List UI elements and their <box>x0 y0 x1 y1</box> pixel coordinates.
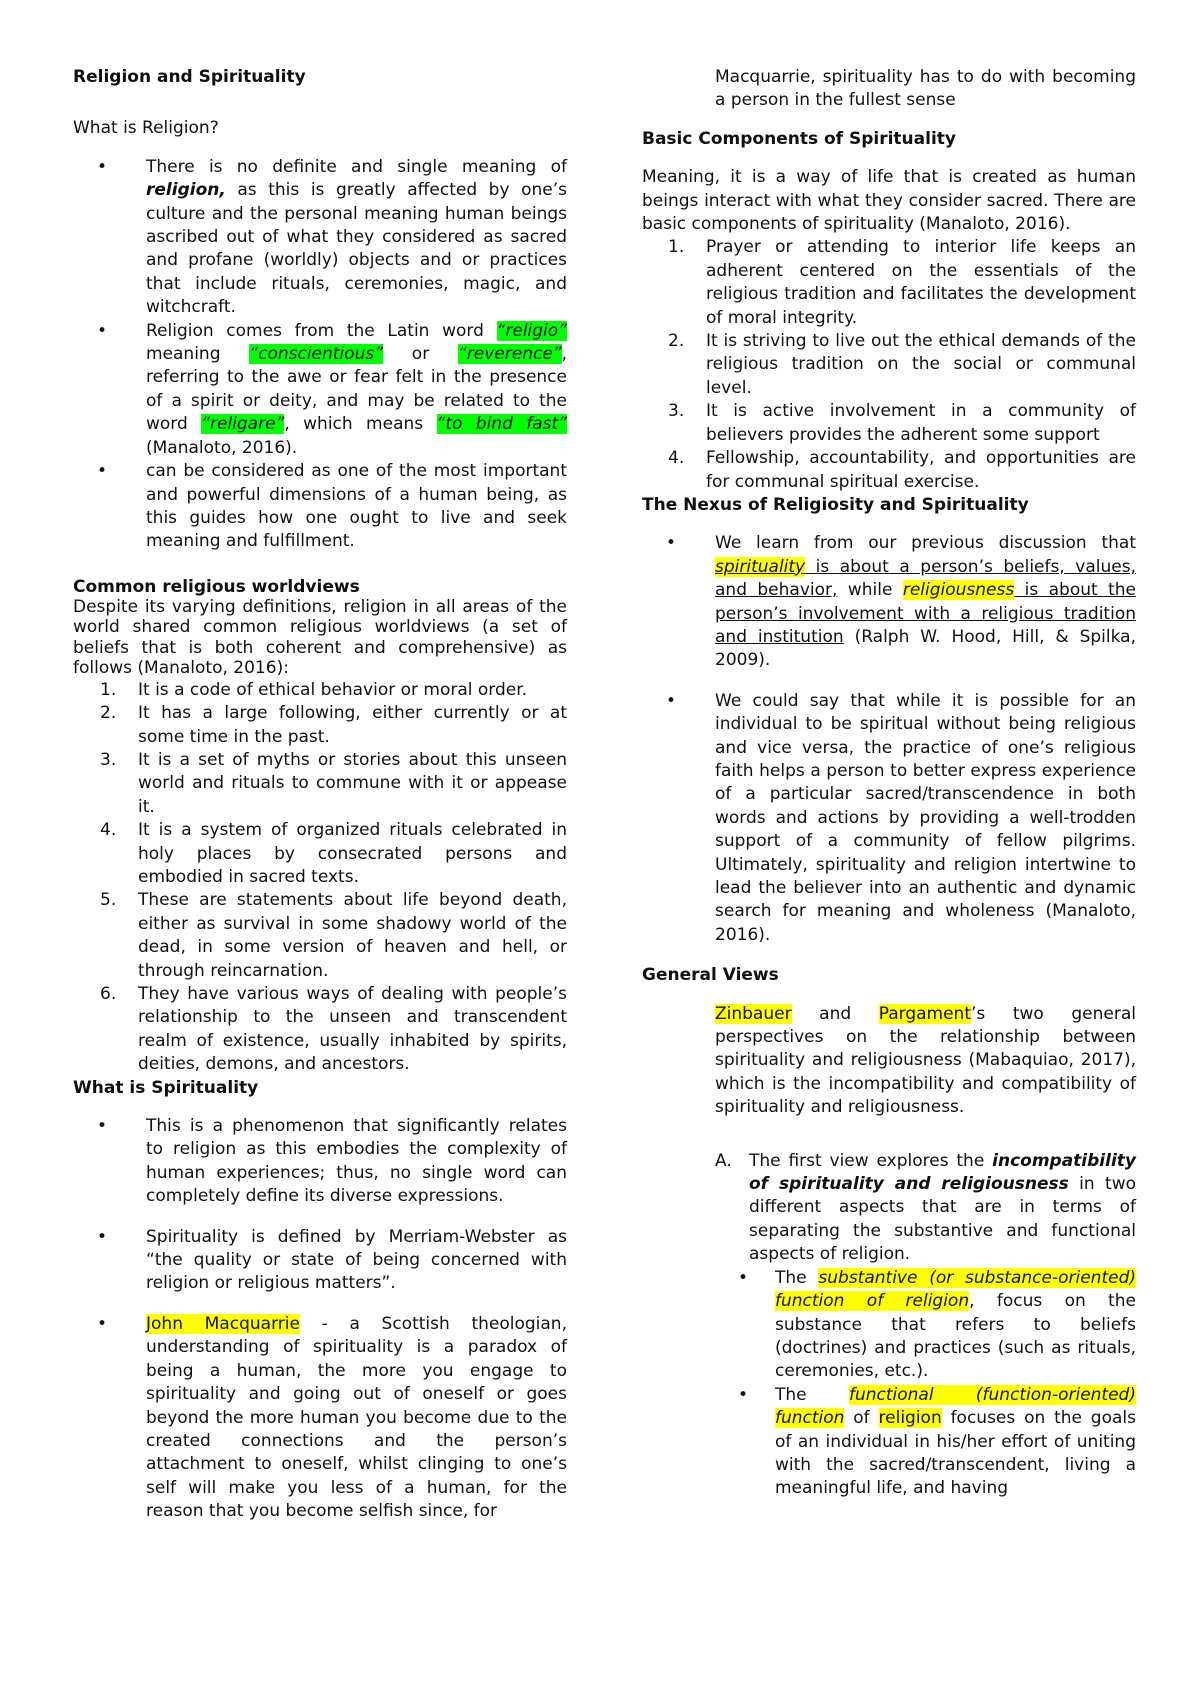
item-text: It has a large following, either currently or at some time in the past. <box>138 703 567 747</box>
item-text: They have various ways of dealing with people’s relationship to the unseen and transcendent realm of existence, usually inhabited by spirits, deities, demons, and ancestors. <box>138 984 567 1075</box>
components-intro: Meaning, it is a way of life that is created as human beings interact with what they consider sacred. There are basic components of spirituality (Manaloto, 2016). <box>642 167 1136 235</box>
worldview-item <box>73 889 567 983</box>
general-views-heading: General Views <box>642 965 779 986</box>
bullet-icon: • <box>97 461 108 482</box>
item-text: It is a code of ethical behavior or moral order. <box>138 679 528 700</box>
what-is-religion-heading: What is Religion? <box>73 118 219 139</box>
item-number: 3. <box>100 749 117 770</box>
worldview-item <box>73 749 567 819</box>
bullet-text: We learn from our previous discussion that <box>715 533 1136 554</box>
spirituality-term: spirituality <box>715 556 806 577</box>
religion-bullet-2 <box>73 320 567 460</box>
bullet-text: We could say that while it is possible for an individual to be spiritual without being religious and vice versa, the practice of one’s religious faith helps a person to better express experience of a particular sacred/transcendence in both words and actions by providing a well-trodden support of a community of fellow pilgrims. Ultimately, spirituality and religion intertwine to lead the believer into an authentic and dynamic search for meaning and wholeness (Manaloto, 2016). <box>715 690 1136 945</box>
document-title: Religion and Spirituality <box>73 67 306 87</box>
bullet-text: - a Scottish theologian, understanding of spirituality is a paradox of being a human, the more you engage to spirituality and going out of oneself or goes beyond the more human you become due to the created connections and the person’s attachment to oneself, whilst clinging to one’s self will make you less of a human, for the reason that you become selfish since, for <box>146 1313 567 1522</box>
functional-bullet <box>642 1384 1136 1501</box>
religio-term: “religio” <box>496 320 567 341</box>
bullet-text: This is a phenomenon that significantly relates to religion as this embodies the complexity of human experiences; thus, no single word can completely define its diverse expressions. <box>146 1116 567 1207</box>
spirituality-heading: What is Spirituality <box>73 1077 259 1098</box>
bullet-text: is about the person’s involvement with a religious tradition and institution <box>715 580 1136 647</box>
zinbauer-name: Zinbauer <box>715 1003 792 1024</box>
bullet-text: There is no definite and single meaning of <box>146 156 567 177</box>
nexus-bullet-2 <box>642 690 1136 947</box>
incompatibility-term: incompatibility of spirituality and religiousness <box>749 1150 1136 1195</box>
bullet-text: while <box>837 580 903 601</box>
item-number: 6. <box>100 984 117 1004</box>
item-number: 1. <box>668 237 685 258</box>
paragraph-text: ’s two general perspectives on the relationship between spirituality and religiousness (Mabaquiao, 2017), which is the incompatibility and compatibility of spirituality and religiousness. <box>715 1003 1137 1118</box>
religion-bullet-1 <box>73 156 567 320</box>
item-text: in two different aspects that are in terms of separating the substantive and functional aspects of religion. <box>749 1174 1136 1265</box>
bullet-text: Religion comes from the Latin word <box>146 320 497 341</box>
general-views-paragraph <box>642 1003 1136 1120</box>
item-text: It is active involvement in a community of believers provides the adherent some support <box>706 401 1136 445</box>
view-a-item <box>642 1150 1136 1267</box>
components-heading: Basic Components of Spirituality <box>642 128 956 149</box>
item-number: 4. <box>668 448 685 469</box>
bullet-text: or <box>383 344 458 365</box>
worldviews-heading: Common religious worldviews <box>73 576 360 597</box>
bullet-icon: • <box>666 533 677 554</box>
macquarrie-name: John Macquarrie <box>146 1313 300 1334</box>
paragraph-text: and <box>791 1003 879 1024</box>
bullet-icon: • <box>738 1384 749 1405</box>
bullet-icon: • <box>666 690 677 711</box>
item-number: 3. <box>668 401 685 422</box>
conscientious-term: “conscientious” <box>249 344 384 365</box>
item-number: 2. <box>100 703 117 724</box>
component-item <box>642 330 1136 400</box>
religion-term: religion, <box>146 180 226 201</box>
nexus-bullet-1 <box>642 532 1136 672</box>
bullet-text: as this is greatly affected by one’s culture and the personal meaning human beings ascribed out of what they considered as sacred and profane (worldly) objects and or practices that include rituals, ceremonies, magic, and witchcraft. <box>146 180 567 318</box>
religiousness-term: religiousness <box>902 580 1015 601</box>
spirituality-bullet-2 <box>73 1226 567 1296</box>
worldviews-intro: Despite its varying definitions, religion in all areas of the world shared common religious worldviews (a set of beliefs that is both coherent and comprehensive) as follows (Manaloto, 2016): <box>73 596 567 679</box>
item-text: It is a system of organized rituals celebrated in holy places by consecrated persons and embodied in sacred texts. <box>138 820 567 887</box>
bullet-text: , focus on the substance that refers to beliefs (doctrines) and practices (such as rituals, ceremonies, etc.). <box>775 1291 1136 1382</box>
bind-fast-term: “to bind fast” <box>436 414 567 435</box>
bullet-icon: • <box>97 1116 108 1137</box>
item-text: Prayer or attending to interior life keeps an adherent centered on the essentials of the religious tradition and facilitates the development of moral integrity. <box>706 237 1136 328</box>
item-number: 5. <box>100 890 117 911</box>
bullet-icon: • <box>97 1313 108 1334</box>
components-list <box>642 236 1136 493</box>
spirituality-bullet-3 <box>73 1313 567 1524</box>
religion-term: religion <box>878 1408 942 1429</box>
bullet-text: Spirituality is defined by Merriam-Webster as “the quality or state of being concerned with religion or religious matters”. <box>146 1226 567 1294</box>
bullet-text: (Manaloto, 2016). <box>146 437 298 458</box>
bullet-text: focuses on the goals of an individual in his/her effort of uniting with the sacred/transcendent, living a meaningful life, and having <box>775 1408 1137 1499</box>
pargament-name: Pargament <box>878 1003 971 1024</box>
item-text: It is a set of myths or stories about this unseen world and rituals to commune with it or appease it. <box>138 749 567 817</box>
religion-bullet-3 <box>73 460 567 554</box>
item-number: 1. <box>100 679 117 700</box>
component-item <box>642 400 1136 447</box>
component-item <box>642 447 1136 494</box>
item-number: 2. <box>668 331 685 352</box>
bullet-icon: • <box>97 1226 108 1247</box>
reverence-term: “reverence” <box>457 344 562 365</box>
worldview-item <box>73 679 567 702</box>
item-text: Fellowship, accountability, and opportunities are for communal spiritual exercise. <box>706 448 1136 492</box>
worldviews-list <box>73 679 567 1077</box>
worldview-item <box>73 983 567 1077</box>
item-text: The first view explores the <box>749 1150 993 1171</box>
spirituality-bullet-1 <box>73 1115 567 1209</box>
left-column <box>73 66 567 1524</box>
religare-term: “religare” <box>201 414 285 435</box>
bullet-icon: • <box>97 320 108 341</box>
bullet-text: , referring to the awe or fear felt in the presence of a spirit or deity, and may be related to the word <box>146 344 568 435</box>
bullet-text: can be considered as one of the most important and powerful dimensions of a human being, as this guides how one ought to live and seek meaning and fulfillment. <box>146 461 567 552</box>
bullet-text: , which means <box>284 414 437 435</box>
bullet-text: The <box>775 1384 849 1405</box>
bullet-icon: • <box>97 156 108 177</box>
item-letter: A. <box>715 1150 732 1171</box>
bullet-text: of <box>844 1408 879 1429</box>
substantive-bullet <box>642 1267 1136 1384</box>
right-column <box>642 66 1136 1501</box>
worldview-item <box>73 702 567 749</box>
bullet-text: (Ralph W. Hood, Hill, & Spilka, 2009). <box>715 626 1136 671</box>
nexus-heading: The Nexus of Religiosity and Spirituality <box>642 494 1029 515</box>
bullet-icon: • <box>738 1267 749 1288</box>
component-item <box>642 236 1136 330</box>
item-text: It is striving to live out the ethical demands of the religious tradition on the social or communal level. <box>706 331 1136 398</box>
bullet-text: meaning <box>146 344 250 365</box>
item-text: These are statements about life beyond death, either as survival in some shadowy world of the dead, in some version of heaven and hell, or through reincarnation. <box>138 890 567 981</box>
bullet-text: The <box>775 1267 819 1288</box>
bullet-text: is about a person’s beliefs, values, and behavior, <box>715 556 1136 601</box>
worldview-item <box>73 819 567 889</box>
continued-text: Macquarrie, spirituality has to do with becoming a person in the fullest sense <box>715 67 1136 111</box>
functional-term: functional (function-oriented) function <box>775 1384 1136 1429</box>
item-number: 4. <box>100 820 117 841</box>
substantive-term: substantive (or substance-oriented) function of religion <box>775 1267 1136 1312</box>
